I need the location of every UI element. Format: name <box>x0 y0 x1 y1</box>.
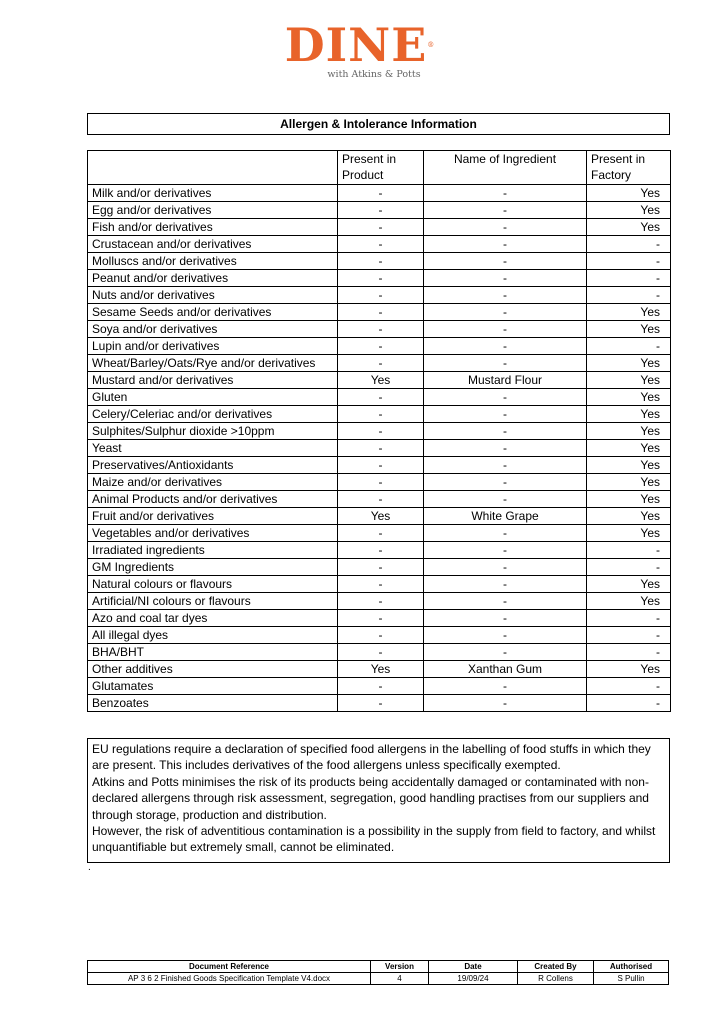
present-in-product: - <box>338 321 424 338</box>
ingredient-name: - <box>424 559 587 576</box>
disclaimer-paragraph: EU regulations require a declaration of specified food allergens in the labelling of food stuffs in which they are present. This includes derivatives of the food allergens unless specifically exempted. <box>92 742 651 773</box>
present-in-factory: - <box>587 644 671 661</box>
table-row <box>88 185 671 202</box>
footer-header-created-by: Created By <box>518 961 594 973</box>
ingredient-name: - <box>424 304 587 321</box>
allergen-name: Maize and/or derivatives <box>88 474 338 491</box>
present-in-factory: Yes <box>587 593 671 610</box>
header-allergen <box>88 151 338 185</box>
table-row <box>88 219 671 236</box>
present-in-factory: Yes <box>587 474 671 491</box>
present-in-product: - <box>338 474 424 491</box>
allergen-name: Gluten <box>88 389 338 406</box>
allergen-name: Mustard and/or derivatives <box>88 372 338 389</box>
present-in-factory: Yes <box>587 321 671 338</box>
table-row <box>88 270 671 287</box>
ingredient-name: - <box>424 338 587 355</box>
ingredient-name: - <box>424 236 587 253</box>
allergen-name: BHA/BHT <box>88 644 338 661</box>
table-row <box>88 321 671 338</box>
present-in-factory: - <box>587 542 671 559</box>
present-in-product: - <box>338 593 424 610</box>
footer-authorised: S Pullin <box>594 973 669 985</box>
header-name-of-ingredient: Name of Ingredient <box>424 151 587 185</box>
present-in-product: - <box>338 559 424 576</box>
ingredient-name: - <box>424 576 587 593</box>
logo-trademark: ® <box>427 41 436 49</box>
ingredient-name: - <box>424 423 587 440</box>
present-in-factory: - <box>587 695 671 712</box>
present-in-product: - <box>338 219 424 236</box>
logo-tagline: with Atkins & Potts <box>327 69 421 80</box>
allergen-name: Milk and/or derivatives <box>88 185 338 202</box>
allergen-name: Natural colours or flavours <box>88 576 338 593</box>
allergen-name: Wheat/Barley/Oats/Rye and/or derivatives <box>88 355 338 372</box>
table-row <box>88 423 671 440</box>
table-row <box>88 457 671 474</box>
present-in-product: - <box>338 525 424 542</box>
present-in-factory: Yes <box>587 525 671 542</box>
footer-header-document-reference: Document Reference <box>88 961 371 973</box>
table-row <box>88 559 671 576</box>
allergen-name: Other additives <box>88 661 338 678</box>
present-in-product: Yes <box>338 372 424 389</box>
allergen-name: Fish and/or derivatives <box>88 219 338 236</box>
stray-dot: . <box>88 862 91 873</box>
present-in-factory: Yes <box>587 457 671 474</box>
table-row <box>88 491 671 508</box>
ingredient-name: - <box>424 457 587 474</box>
ingredient-name: - <box>424 474 587 491</box>
ingredient-name: - <box>424 610 587 627</box>
table-row <box>88 304 671 321</box>
present-in-factory: - <box>587 287 671 304</box>
ingredient-name: - <box>424 525 587 542</box>
present-in-factory: - <box>587 678 671 695</box>
allergen-table-body <box>88 185 671 712</box>
present-in-factory: - <box>587 236 671 253</box>
present-in-product: - <box>338 457 424 474</box>
table-row <box>88 508 671 525</box>
present-in-product: - <box>338 644 424 661</box>
ingredient-name: - <box>424 270 587 287</box>
present-in-product: - <box>338 440 424 457</box>
ingredient-name: - <box>424 678 587 695</box>
ingredient-name: - <box>424 287 587 304</box>
allergen-name: Azo and coal tar dyes <box>88 610 338 627</box>
allergen-name: Nuts and/or derivatives <box>88 287 338 304</box>
table-row <box>88 236 671 253</box>
table-row <box>88 355 671 372</box>
ingredient-name: - <box>424 440 587 457</box>
present-in-factory: Yes <box>587 576 671 593</box>
table-row <box>88 253 671 270</box>
table-row <box>88 440 671 457</box>
present-in-factory: - <box>587 338 671 355</box>
present-in-factory: Yes <box>587 440 671 457</box>
logo-wordmark: DINE <box>284 18 428 72</box>
present-in-factory: - <box>587 270 671 287</box>
present-in-factory: Yes <box>587 508 671 525</box>
allergen-disclaimer <box>87 738 670 863</box>
allergen-name: Egg and/or derivatives <box>88 202 338 219</box>
ingredient-name: - <box>424 185 587 202</box>
present-in-factory: Yes <box>587 661 671 678</box>
present-in-factory: Yes <box>587 389 671 406</box>
ingredient-name: - <box>424 389 587 406</box>
present-in-product: - <box>338 576 424 593</box>
present-in-factory: Yes <box>587 355 671 372</box>
ingredient-name: - <box>424 695 587 712</box>
footer-header-row <box>88 961 669 973</box>
ingredient-name: - <box>424 253 587 270</box>
table-row <box>88 627 671 644</box>
present-in-factory: Yes <box>587 406 671 423</box>
table-row <box>88 287 671 304</box>
allergen-table-header <box>88 151 671 185</box>
present-in-product: - <box>338 287 424 304</box>
present-in-factory: Yes <box>587 304 671 321</box>
footer-header-date: Date <box>429 961 518 973</box>
ingredient-name: - <box>424 542 587 559</box>
ingredient-name: - <box>424 627 587 644</box>
present-in-product: - <box>338 610 424 627</box>
brand-logo <box>0 18 720 80</box>
header-present-in-factory: Present in Factory <box>587 151 671 185</box>
table-row <box>88 593 671 610</box>
allergen-name: Crustacean and/or derivatives <box>88 236 338 253</box>
present-in-factory: - <box>587 253 671 270</box>
present-in-factory: - <box>587 627 671 644</box>
ingredient-name: - <box>424 219 587 236</box>
table-row <box>88 406 671 423</box>
present-in-product: - <box>338 304 424 321</box>
disclaimer-paragraph: Atkins and Potts minimises the risk of its products being accidentally damaged or contaminated with non-declared allergens through risk assessment, segregation, good handling practises from our suppliers and through storage, production and distribution. <box>92 774 649 822</box>
footer-header-version: Version <box>371 961 429 973</box>
table-row <box>88 661 671 678</box>
allergen-name: Artificial/NI colours or flavours <box>88 593 338 610</box>
allergen-name: Animal Products and/or derivatives <box>88 491 338 508</box>
table-row <box>88 610 671 627</box>
table-row <box>88 576 671 593</box>
section-title: Allergen & Intolerance Information <box>87 113 670 135</box>
present-in-product: - <box>338 355 424 372</box>
allergen-name: Soya and/or derivatives <box>88 321 338 338</box>
allergen-name: All illegal dyes <box>88 627 338 644</box>
allergen-name: Fruit and/or derivatives <box>88 508 338 525</box>
ingredient-name: White Grape <box>424 508 587 525</box>
present-in-product: Yes <box>338 508 424 525</box>
present-in-factory: Yes <box>587 202 671 219</box>
footer-version: 4 <box>371 973 429 985</box>
allergen-name: Peanut and/or derivatives <box>88 270 338 287</box>
document-footer-table <box>87 960 669 985</box>
present-in-product: - <box>338 338 424 355</box>
footer-created-by: R Collens <box>518 973 594 985</box>
ingredient-name: Mustard Flour <box>424 372 587 389</box>
present-in-product: - <box>338 423 424 440</box>
table-row <box>88 372 671 389</box>
present-in-product: - <box>338 678 424 695</box>
table-row <box>88 474 671 491</box>
present-in-product: - <box>338 270 424 287</box>
present-in-factory: Yes <box>587 185 671 202</box>
allergen-name: Glutamates <box>88 678 338 695</box>
table-row <box>88 542 671 559</box>
table-row <box>88 338 671 355</box>
allergen-name: GM Ingredients <box>88 559 338 576</box>
allergen-name: Yeast <box>88 440 338 457</box>
present-in-factory: Yes <box>587 372 671 389</box>
header-present-in-product: Present in Product <box>338 151 424 185</box>
footer-document-reference: AP 3 6 2 Finished Goods Specification Template V4.docx <box>88 973 371 985</box>
present-in-product: - <box>338 542 424 559</box>
present-in-factory: Yes <box>587 491 671 508</box>
present-in-factory: - <box>587 610 671 627</box>
present-in-product: - <box>338 389 424 406</box>
present-in-product: Yes <box>338 661 424 678</box>
allergen-name: Lupin and/or derivatives <box>88 338 338 355</box>
ingredient-name: - <box>424 202 587 219</box>
allergen-name: Sulphites/Sulphur dioxide >10ppm <box>88 423 338 440</box>
table-row <box>88 525 671 542</box>
allergen-name: Sesame Seeds and/or derivatives <box>88 304 338 321</box>
present-in-product: - <box>338 406 424 423</box>
present-in-product: - <box>338 491 424 508</box>
allergen-table <box>87 150 671 712</box>
present-in-factory: Yes <box>587 423 671 440</box>
present-in-factory: - <box>587 559 671 576</box>
table-row <box>88 389 671 406</box>
table-row <box>88 695 671 712</box>
ingredient-name: - <box>424 491 587 508</box>
allergen-name: Molluscs and/or derivatives <box>88 253 338 270</box>
ingredient-name: - <box>424 593 587 610</box>
present-in-product: - <box>338 627 424 644</box>
table-row <box>88 644 671 661</box>
allergen-name: Vegetables and/or derivatives <box>88 525 338 542</box>
allergen-name: Benzoates <box>88 695 338 712</box>
ingredient-name: - <box>424 355 587 372</box>
footer-value-row <box>88 973 669 985</box>
present-in-product: - <box>338 202 424 219</box>
present-in-product: - <box>338 185 424 202</box>
present-in-product: - <box>338 695 424 712</box>
present-in-factory: Yes <box>587 219 671 236</box>
allergen-name: Celery/Celeriac and/or derivatives <box>88 406 338 423</box>
disclaimer-paragraph: However, the risk of adventitious contamination is a possibility in the supply from field to factory, and whilst unquantifiable but extremely small, cannot be eliminated. <box>92 824 656 855</box>
footer-header-authorised: Authorised <box>594 961 669 973</box>
table-row <box>88 678 671 695</box>
allergen-name: Irradiated ingredients <box>88 542 338 559</box>
allergen-name: Preservatives/Antioxidants <box>88 457 338 474</box>
ingredient-name: - <box>424 406 587 423</box>
ingredient-name: - <box>424 321 587 338</box>
present-in-product: - <box>338 236 424 253</box>
ingredient-name: - <box>424 644 587 661</box>
ingredient-name: Xanthan Gum <box>424 661 587 678</box>
present-in-product: - <box>338 253 424 270</box>
table-row <box>88 202 671 219</box>
footer-date: 19/09/24 <box>429 973 518 985</box>
